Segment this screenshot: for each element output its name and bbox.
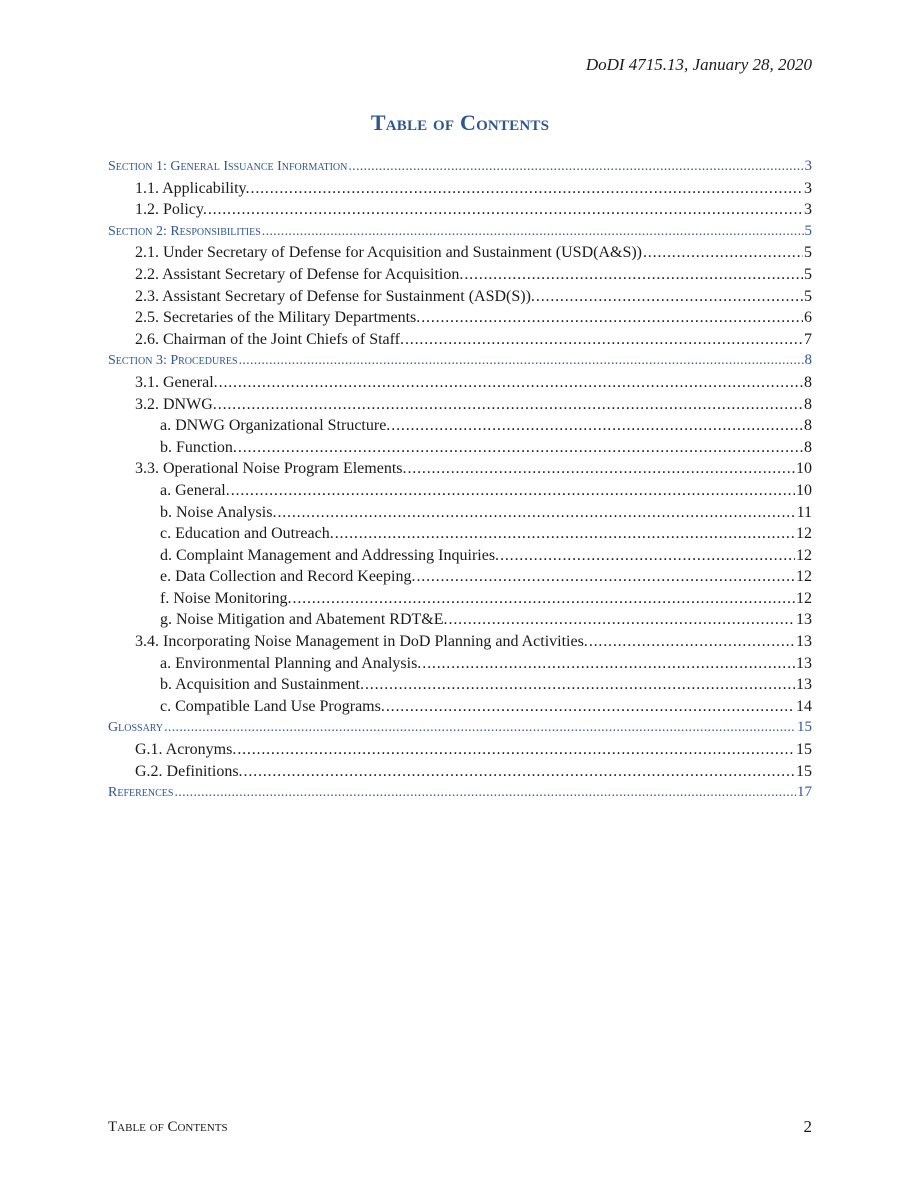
toc-entry-label: 2.2. Assistant Secretary of Defense for Acquisition. xyxy=(135,265,464,283)
toc-entry-link[interactable] xyxy=(108,199,812,221)
toc-page-number: 14 xyxy=(796,697,812,715)
toc-page-number: 8 xyxy=(804,395,812,413)
toc-dot-leader xyxy=(643,242,803,264)
toc-entry-label: 3.1. General. xyxy=(135,373,218,391)
toc-dot-leader xyxy=(391,415,803,437)
toc-entry-link[interactable] xyxy=(108,653,812,675)
toc-entry-label: 2.6. Chairman of the Joint Chiefs of Staff. xyxy=(135,330,404,348)
toc-entry-label: b. Function. xyxy=(160,438,237,456)
toc-page-number: 10 xyxy=(796,460,812,478)
toc-entry-label: Section 1: General Issuance Information xyxy=(108,159,348,174)
toc-page-number: 3 xyxy=(804,201,812,219)
toc-dot-leader xyxy=(277,502,795,524)
toc-page-number: 12 xyxy=(796,568,812,586)
toc-entry-link[interactable] xyxy=(108,264,812,286)
toc-entry-label: 3.4. Incorporating Noise Management in DoD Planning and Activities. xyxy=(135,633,588,651)
toc-entry-label: 1.1. Applicability. xyxy=(135,179,250,197)
toc-dot-leader xyxy=(348,156,803,178)
toc-entry-link[interactable] xyxy=(108,286,812,308)
toc-page-number: 5 xyxy=(804,265,812,283)
toc-page-number: 7 xyxy=(804,330,812,348)
toc-dot-leader xyxy=(421,307,803,329)
toc-dot-leader xyxy=(449,609,795,631)
toc-entry-label: a. General. xyxy=(160,481,230,499)
toc-dot-leader xyxy=(208,199,803,221)
toc-dot-leader xyxy=(238,437,803,459)
toc-page-number: 11 xyxy=(796,503,812,521)
toc-dot-leader xyxy=(335,523,795,545)
toc-page-number: 13 xyxy=(796,611,812,629)
toc-entry-label: 1.2. Policy. xyxy=(135,201,207,219)
toc-dot-leader xyxy=(237,739,795,761)
toc-entry-label: g. Noise Mitigation and Abatement RDT&E. xyxy=(160,611,448,629)
toc-entry-label: f. Noise Monitoring. xyxy=(160,589,292,607)
toc-page-number: 5 xyxy=(804,244,812,262)
toc-entry-label: 3.2. DNWG. xyxy=(135,395,217,413)
toc-entry-link[interactable] xyxy=(108,372,812,394)
toc-dot-leader xyxy=(239,350,804,372)
toc-entry-label: e. Data Collection and Record Keeping. xyxy=(160,568,416,586)
toc-page-number: 3 xyxy=(804,158,812,174)
toc-dot-leader xyxy=(231,480,795,502)
toc-section-link[interactable] xyxy=(108,717,812,739)
toc-dot-leader xyxy=(405,329,803,351)
toc-entry-label: 2.3. Assistant Secretary of Defense for Sustainment (ASD(S)). xyxy=(135,287,535,305)
toc-entry-link[interactable] xyxy=(108,437,812,459)
toc-entry-link[interactable] xyxy=(108,480,812,502)
toc-entry-label: Section 2: Responsibilities xyxy=(108,223,261,239)
toc-dot-leader xyxy=(500,545,795,567)
toc-page-number: 13 xyxy=(796,676,812,694)
toc-page-number: 13 xyxy=(796,633,812,651)
toc-page-number: 8 xyxy=(804,352,812,369)
toc-entry-link[interactable] xyxy=(108,394,812,416)
toc-page-number: 5 xyxy=(804,287,812,305)
toc-dot-leader xyxy=(244,761,795,783)
toc-dot-leader xyxy=(422,653,795,675)
toc-section-link[interactable] xyxy=(108,221,812,243)
toc-entry-link[interactable] xyxy=(108,696,812,718)
footer-section-label: Table of Contents xyxy=(108,1119,228,1135)
toc-entry-link[interactable] xyxy=(108,458,812,480)
toc-entry-link[interactable] xyxy=(108,523,812,545)
toc-entry-label: G.2. Definitions. xyxy=(135,762,243,780)
toc-entry-label: b. Noise Analysis. xyxy=(160,503,277,521)
toc-page-number: 8 xyxy=(804,417,812,435)
page-title: Table of Contents xyxy=(370,110,550,135)
toc-page-number: 12 xyxy=(796,546,812,564)
footer-page-number: 2 xyxy=(803,1117,812,1136)
toc-page-number: 12 xyxy=(796,589,812,607)
toc-dot-leader xyxy=(219,372,803,394)
toc-entry-label: c. Compatible Land Use Programs. xyxy=(160,697,385,715)
toc-page-number: 13 xyxy=(796,654,812,672)
toc-entry-label: 2.1. Under Secretary of Defense for Acquisition and Sustainment (USD(A&S)) xyxy=(135,244,642,262)
toc-page-number: 15 xyxy=(796,762,812,780)
toc-entry-label: b. Acquisition and Sustainment. xyxy=(160,676,364,694)
toc-dot-leader xyxy=(416,566,795,588)
toc-dot-leader xyxy=(218,394,803,416)
toc-entry-link[interactable] xyxy=(108,674,812,696)
toc-section-link[interactable] xyxy=(108,782,812,804)
toc-entry-label: a. Environmental Planning and Analysis. xyxy=(160,654,422,672)
toc-page-number: 12 xyxy=(796,525,812,543)
toc-entry-label: 2.5. Secretaries of the Military Departments. xyxy=(135,309,421,327)
toc-page-number: 8 xyxy=(804,373,812,391)
toc-dot-leader xyxy=(164,717,796,739)
toc-entry-link[interactable] xyxy=(108,307,812,329)
toc-entry-label: 3.3. Operational Noise Program Elements. xyxy=(135,460,407,478)
toc-entry-link[interactable] xyxy=(108,415,812,437)
toc-entry-link[interactable] xyxy=(108,502,812,524)
toc-dot-leader xyxy=(408,458,796,480)
toc-dot-leader xyxy=(262,221,804,243)
toc-dot-leader xyxy=(464,264,803,286)
toc-page-number: 17 xyxy=(797,784,812,801)
toc-entry-link[interactable] xyxy=(108,566,812,588)
toc-entry-label: d. Complaint Management and Addressing Inquiries. xyxy=(160,546,500,564)
toc-dot-leader xyxy=(365,674,795,696)
toc-page-number: 5 xyxy=(804,222,812,239)
toc-page-number: 3 xyxy=(804,179,812,197)
toc-entry-label: Glossary xyxy=(108,720,164,736)
toc-dot-leader xyxy=(386,696,795,718)
toc-entry-link[interactable] xyxy=(108,545,812,567)
toc-section-link[interactable] xyxy=(108,156,812,178)
toc-entry-link[interactable] xyxy=(108,242,812,264)
toc-page-number: 10 xyxy=(796,481,812,499)
toc-page-number: 6 xyxy=(804,309,812,327)
toc-page-number: 8 xyxy=(804,438,812,456)
toc-entry-link[interactable] xyxy=(108,739,812,761)
toc-dot-leader xyxy=(293,588,795,610)
toc-dot-leader xyxy=(174,782,796,804)
toc-entry-link[interactable] xyxy=(108,761,812,783)
toc-entry-label: References xyxy=(108,785,174,801)
toc-page-number: 15 xyxy=(796,741,812,759)
toc-page-number: 15 xyxy=(797,719,812,736)
table-of-contents xyxy=(108,156,812,804)
toc-entry-label: Section 3: Procedures xyxy=(108,353,238,369)
toc-entry-link[interactable] xyxy=(108,609,812,631)
toc-entry-label: c. Education and Outreach. xyxy=(160,525,334,543)
toc-entry-link[interactable] xyxy=(108,329,812,351)
toc-dot-leader xyxy=(589,631,795,653)
toc-dot-leader xyxy=(251,178,803,200)
document-reference-header: DoDI 4715.13, January 28, 2020 xyxy=(585,55,812,74)
toc-entry-link[interactable] xyxy=(108,588,812,610)
toc-entry-link[interactable] xyxy=(108,178,812,200)
toc-entry-link[interactable] xyxy=(108,631,812,653)
toc-entry-label: a. DNWG Organizational Structure. xyxy=(160,417,391,435)
toc-section-link[interactable] xyxy=(108,350,812,372)
toc-entry-label: G.1. Acronyms. xyxy=(135,741,237,759)
toc-dot-leader xyxy=(536,286,803,308)
